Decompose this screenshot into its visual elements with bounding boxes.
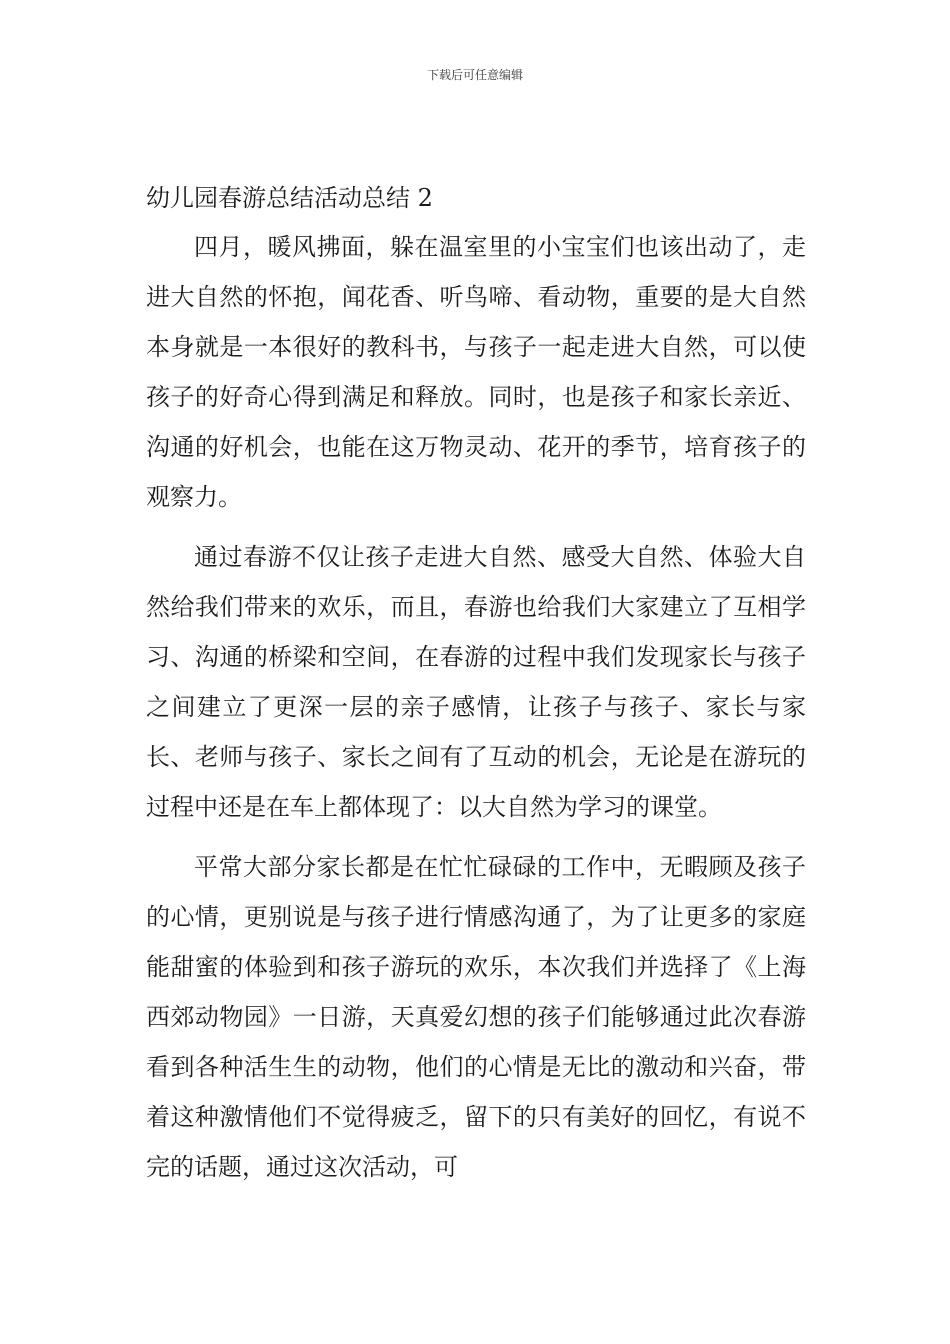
paragraph-2: 通过春游不仅让孩子走进大自然、感受大自然、体验大自然给我们带来的欢乐，而且，春游也给我们大家建立了互相学习、沟通的桥梁和空间，在春游的过程中我们发现家长与孩子之间建立了更深一层的亲子感情，让孩子与孩子、家长与家长、老师与孩子、家长之间有了互动的机会，无论是在游玩的过程中还是在车上都体现了：以大自然为学习的课堂。 <box>146 543 806 821</box>
paragraph-1: 四月，暖风拂面，躲在温室里的小宝宝们也该出动了，走进大自然的怀抱，闻花香、听鸟啼、看动物，重要的是大自然本身就是一本很好的教科书，与孩子一起走进大自然，可以使孩子的好奇心得到满足和释放。同时，也是孩子和家长亲近、沟通的好机会，也能在这万物灵动、花开的季节，培育孩子的观察力。 <box>146 233 806 511</box>
paragraph-3: 平常大部分家长都是在忙忙碌碌的工作中，无暇顾及孩子的心情，更别说是与孩子进行情感沟通了，为了让更多的家庭能甜蜜的体验到和孩子游玩的欢乐，本次我们并选择了《上海西郊动物园》一日游，天真爱幻想的孩子们能够通过此次春游看到各种活生生的动物，他们的心情是无比的激动和兴奋，带着这种激情他们不觉得疲乏，留下的只有美好的回忆，有说不完的话题，通过这次活动，可 <box>146 853 806 1181</box>
document-title: 幼儿园春游总结活动总结 2 <box>146 184 433 212</box>
document-body <box>146 222 806 1202</box>
page-header-note: 下载后可任意编辑 <box>426 68 523 82</box>
